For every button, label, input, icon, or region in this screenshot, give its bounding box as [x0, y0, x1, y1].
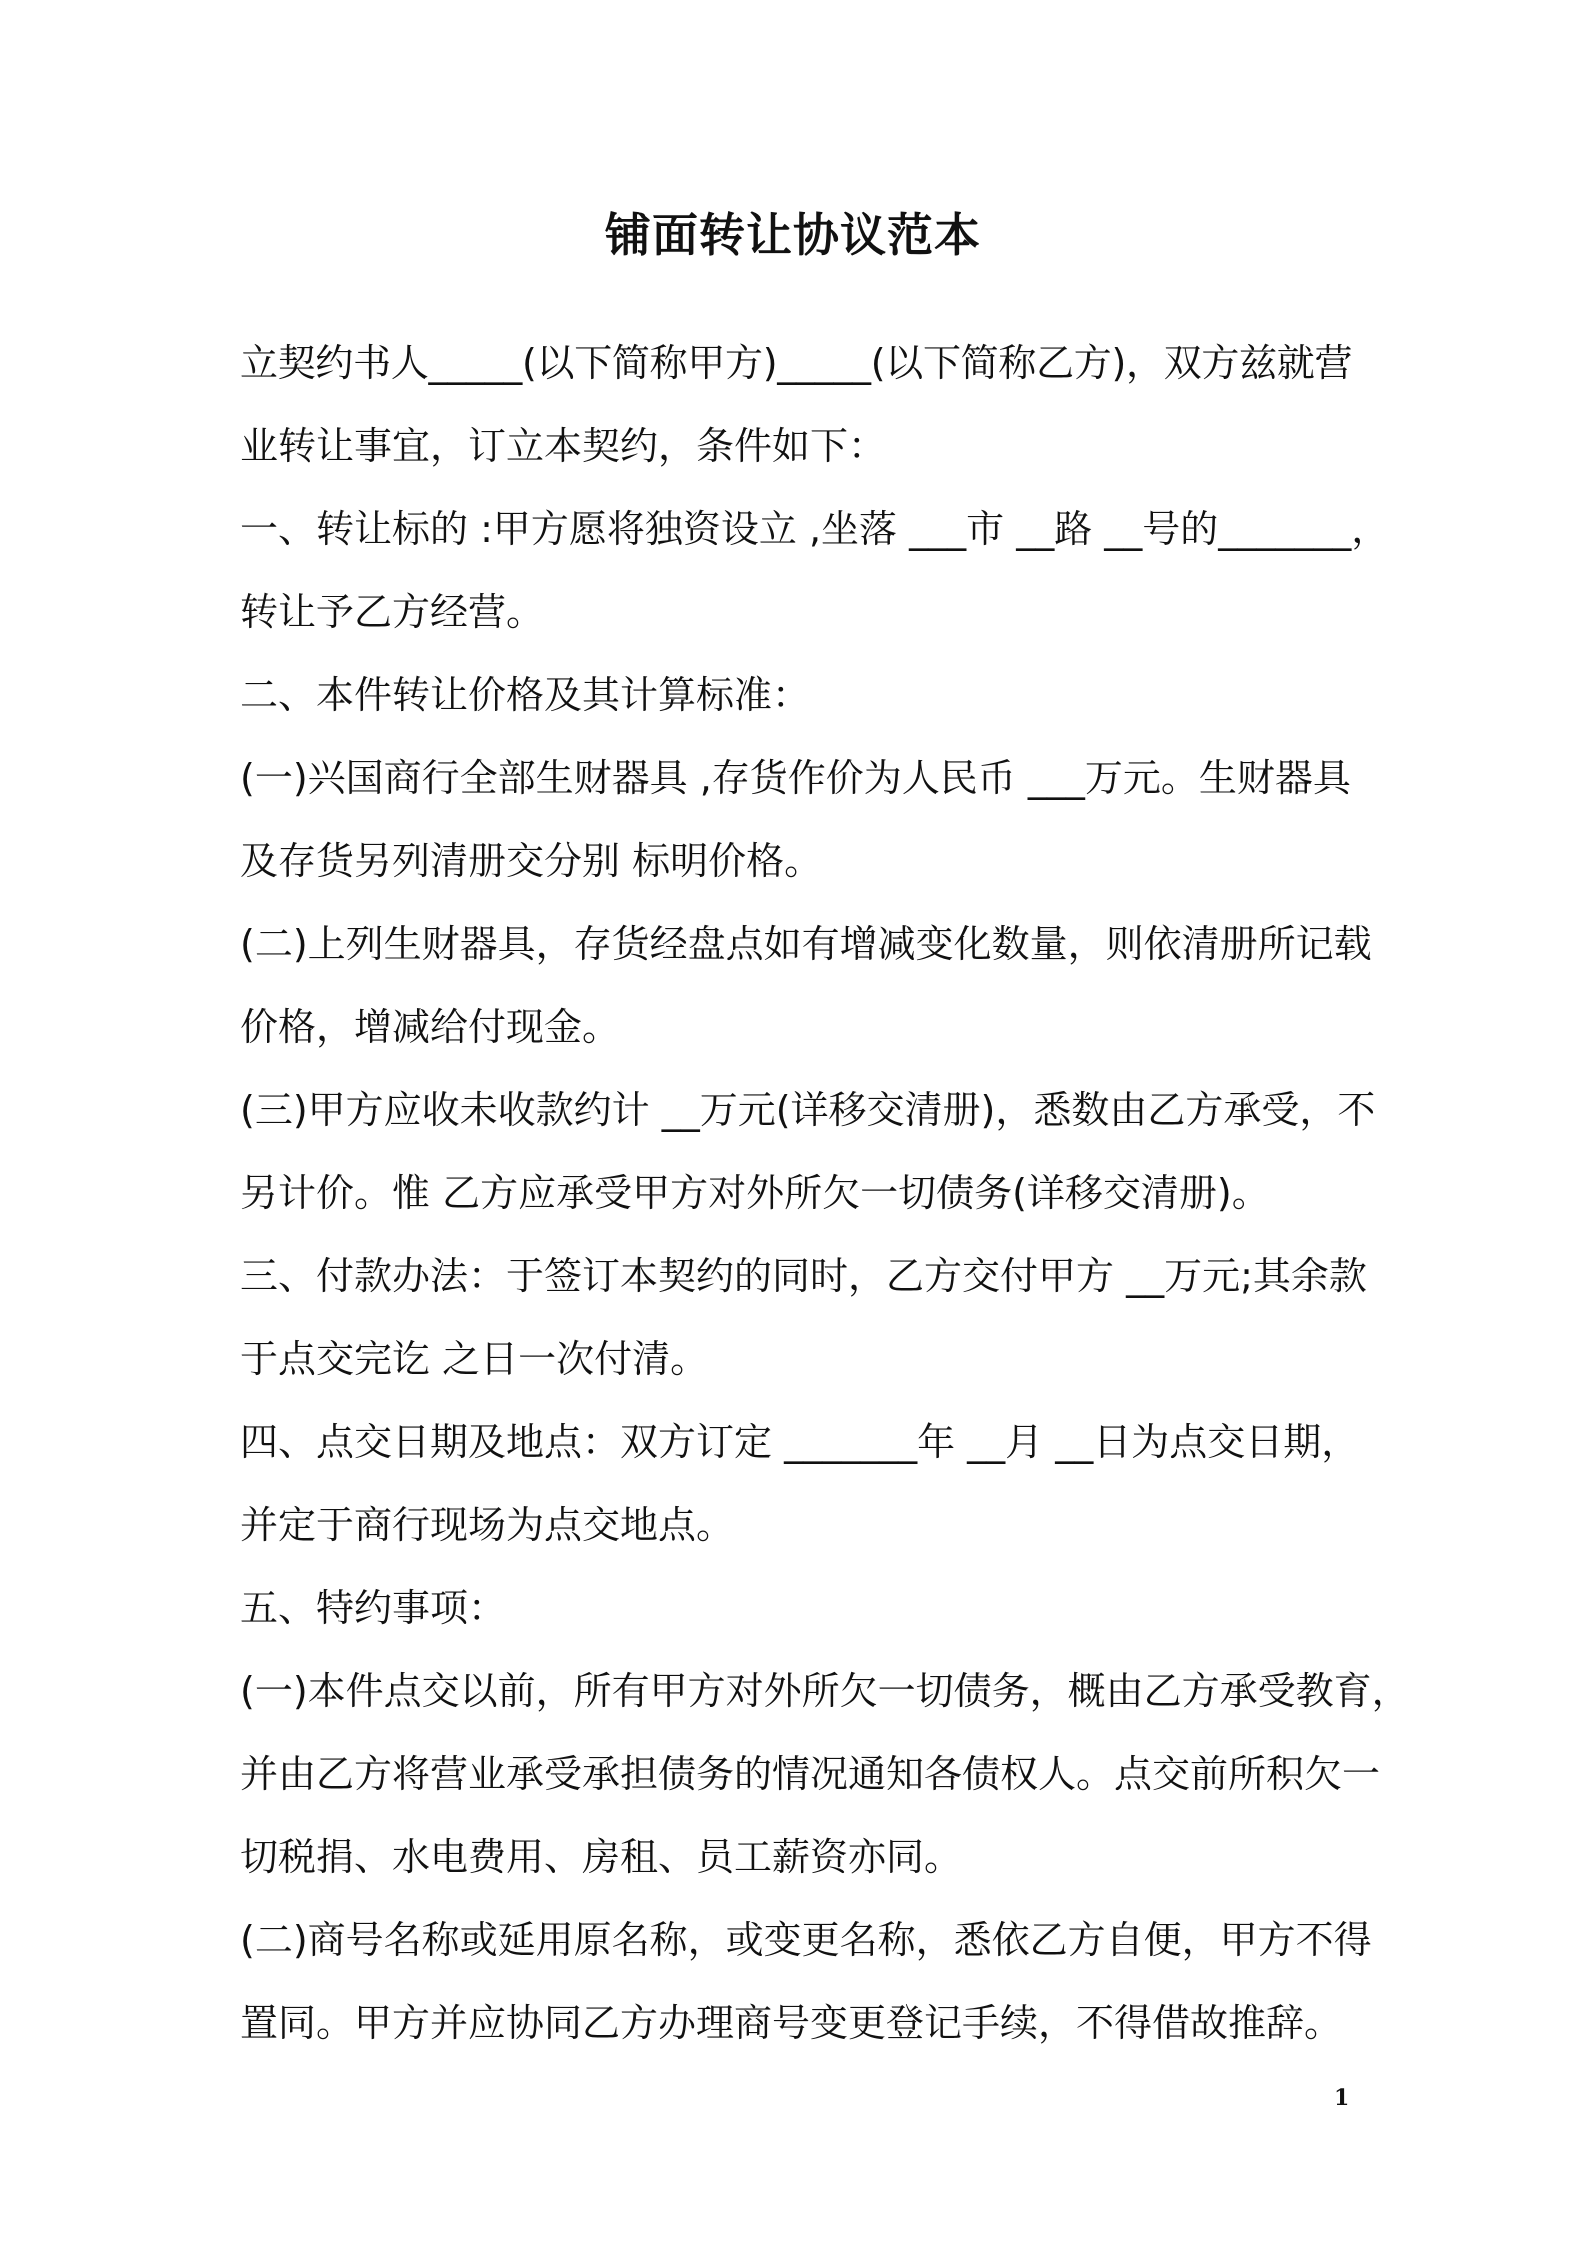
- body-line: 于点交完讫 之日一次付清。: [240, 1337, 709, 1381]
- body-line: 四、点交日期及地点：双方订定 _______年 __月 __日为点交日期，: [240, 1420, 1360, 1464]
- body-line: 置同。甲方并应协同乙方办理商号变更登记手续，不得借故推辞。: [240, 2001, 1343, 2045]
- body-line: 转让予乙方经营。: [240, 590, 545, 634]
- body-line: 二、本件转让价格及其计算标准：: [240, 673, 811, 717]
- document-title: 铺面转让协议范本: [605, 208, 981, 262]
- body-line: 立契约书人_____(以下简称甲方)_____(以下简称乙方)，双方兹就营: [240, 341, 1353, 385]
- body-line: 五、特约事项：: [240, 1586, 507, 1630]
- body-line: (一)兴国商行全部生财器具 ,存货作价为人民币 ___万元。生财器具: [240, 756, 1351, 800]
- body-line: 并定于商行现场为点交地点。: [240, 1503, 735, 1547]
- body-line: 一、转让标的 :甲方愿将独资设立 ,坐落 ___市 __路 __号的_______，: [240, 507, 1390, 551]
- body-line: 业转让事宜，订立本契约，条件如下：: [240, 424, 887, 468]
- body-line: 并由乙方将营业承受承担债务的情况通知各债权人。点交前所积欠一: [240, 1752, 1381, 1796]
- body-line: 价格，增减给付现金。: [240, 1005, 621, 1049]
- body-line: 三、付款办法：于签订本契约的同时，乙方交付甲方 __万元;其余款: [240, 1254, 1367, 1298]
- body-line: 另计价。惟 乙方应承受甲方对外所欠一切债务(详移交清册)。: [240, 1171, 1270, 1215]
- body-line: (二)商号名称或延用原名称，或变更名称，悉依乙方自便，甲方不得: [240, 1918, 1372, 1962]
- document-body: [240, 328, 1410, 2071]
- body-line: 及存货另列清册交分别 标明价格。: [240, 839, 823, 883]
- page-number: 1: [1334, 2085, 1350, 2111]
- body-line: 切税捐、水电费用、房租、员工薪资亦同。: [240, 1835, 963, 1879]
- body-line: (二)上列生财器具，存货经盘点如有增减变化数量，则依清册所记载: [240, 922, 1372, 966]
- body-line: (三)甲方应收未收款约计 __万元(详移交清册)，悉数由乙方承受，不: [240, 1088, 1376, 1132]
- body-line: (一)本件点交以前，所有甲方对外所欠一切债务，概由乙方承受教育，: [240, 1669, 1410, 1713]
